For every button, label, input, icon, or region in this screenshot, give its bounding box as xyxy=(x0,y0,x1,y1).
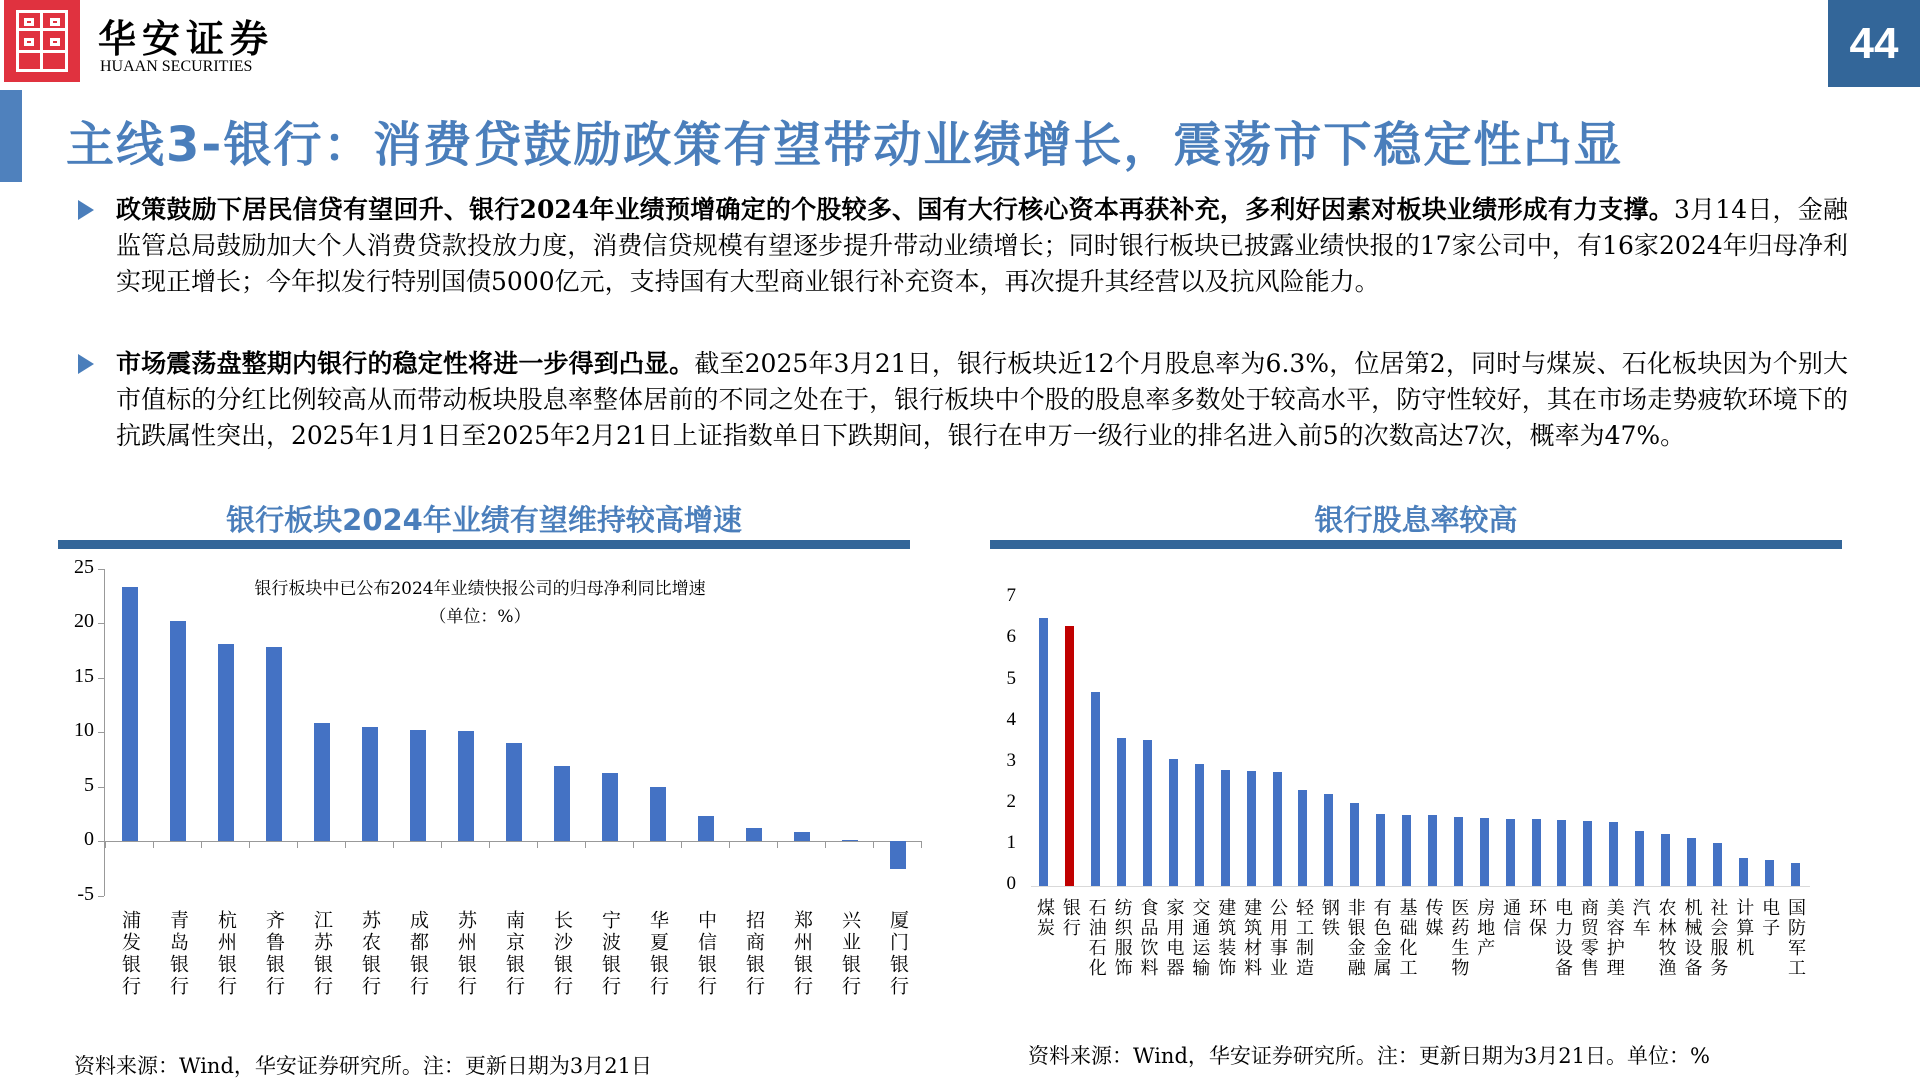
x-category-label: 煤炭 xyxy=(1033,898,1055,938)
bar-5 xyxy=(1143,740,1152,886)
right-chart-section-title: 银行股息率较高 xyxy=(1314,503,1518,537)
x-category-label: 食品饮料 xyxy=(1137,898,1159,978)
x-category-label: 宁波银行 xyxy=(599,910,621,998)
x-category-label: 家用电器 xyxy=(1163,898,1185,978)
y-tick-label: 5 xyxy=(84,773,94,796)
y-tick-label: 0 xyxy=(1006,873,1016,894)
y-tick-label: 4 xyxy=(1006,708,1016,730)
y-tick-label: 7 xyxy=(1006,585,1016,607)
bar-21 xyxy=(1557,820,1566,886)
x-category-label: 社会服务 xyxy=(1707,898,1729,978)
right-chart-source: 资料来源：Wind，华安证券研究所。注：更新日期为3月21日。单位：% xyxy=(1028,1044,1710,1068)
y-tick-label: 3 xyxy=(1006,749,1016,771)
bar-14 xyxy=(1376,814,1385,886)
x-category-label: 有色金属 xyxy=(1370,898,1392,978)
x-category-label: 苏农银行 xyxy=(359,910,381,998)
left-chart-source: 资料来源：Wind，华安证券研究所。注：更新日期为3月21日 xyxy=(74,1054,652,1078)
bar-4 xyxy=(1117,738,1126,886)
bar-7 xyxy=(1195,764,1204,886)
left-chart-inner-title: 银行板块中已公布2024年业绩快报公司的归母净利同比增速 xyxy=(254,579,706,599)
x-category-label: 计算机 xyxy=(1733,898,1755,958)
x-category-label: 商贸零售 xyxy=(1577,898,1599,978)
x-category-label: 长沙银行 xyxy=(551,910,573,998)
bar-11 xyxy=(1298,790,1307,886)
bullet-2-bold: 市场震荡盘整期内银行的稳定性将进一步得到凸显。 xyxy=(116,349,695,378)
y-tick-label: 25 xyxy=(74,555,94,578)
x-category-label: 建筑装饰 xyxy=(1215,898,1237,978)
bar-18 xyxy=(1480,818,1489,886)
y-tick-label: 20 xyxy=(74,610,94,632)
bar-24 xyxy=(1635,831,1644,886)
bar-30 xyxy=(1791,863,1800,886)
bar-19 xyxy=(1506,819,1515,886)
x-category-label: 农林牧渔 xyxy=(1655,898,1677,978)
x-category-label: 杭州银行 xyxy=(215,910,237,998)
bar-3 xyxy=(1091,692,1100,886)
x-category-label: 机械设备 xyxy=(1681,898,1703,978)
x-category-label: 江苏银行 xyxy=(311,910,333,998)
bar-10 xyxy=(1273,772,1282,886)
x-category-label: 通信 xyxy=(1500,898,1522,938)
left-chart-section-title: 银行板块2024年业绩有望维持较高增速 xyxy=(226,503,742,537)
x-category-label: 青岛银行 xyxy=(167,910,189,998)
y-tick-label: -5 xyxy=(77,882,94,905)
bar-29 xyxy=(1765,860,1774,886)
bar-highlight-bank xyxy=(1065,626,1074,886)
bar-8 xyxy=(1221,770,1230,886)
bar-15 xyxy=(1402,815,1411,886)
bar-13 xyxy=(1350,803,1359,886)
bar-26 xyxy=(1687,838,1696,886)
logo-english-name: HUAAN SECURITIES xyxy=(100,58,253,75)
x-category-label: 郑州银行 xyxy=(791,910,813,998)
x-category-label: 兴业银行 xyxy=(839,910,861,998)
x-category-label: 石油石化 xyxy=(1085,898,1107,978)
left-chart-unit: （单位：%） xyxy=(429,607,531,627)
x-category-label: 环保 xyxy=(1526,898,1548,938)
x-category-label: 厦门银行 xyxy=(887,910,909,998)
y-tick-label: 15 xyxy=(74,664,94,687)
x-category-label: 银行 xyxy=(1059,898,1081,938)
x-category-label: 房地产 xyxy=(1474,898,1496,958)
bar-6 xyxy=(1169,759,1178,886)
right-chart-x-axis xyxy=(1031,886,1810,887)
x-category-label: 华夏银行 xyxy=(647,910,669,998)
bar-27 xyxy=(1713,843,1722,886)
y-tick-label: 6 xyxy=(1006,626,1016,648)
x-category-label: 交通运输 xyxy=(1189,898,1211,978)
bullet-2-text: 截至2025年3月21日，银行板块近12个月股息率为6.3%，位居第2，同时与煤炭、石化板块因为个别大市值标的分红比例较高从而带动板块股息率整体居前的不同之处在于，银行板块中个股的股息率多数处于较高水平，防守性较好，其在市场走势疲软环境下的抗跌属性突出，2025年1月1日至2025年2月21日上证指数单日下跌期间，银行在申万一级行业的排名进入前5的次数高达7次，概率为47%。 xyxy=(116,349,1848,450)
bar-12 xyxy=(1324,794,1333,886)
x-category-label: 招商银行 xyxy=(743,910,765,998)
y-tick-label: 10 xyxy=(74,719,94,741)
bar-28 xyxy=(1739,858,1748,886)
bar-25 xyxy=(1661,834,1670,886)
bar-23 xyxy=(1609,822,1618,886)
bullet-1-bold: 政策鼓励下居民信贷有望回升、银行2024年业绩预增确定的个股较多、国有大行核心资本再获补充，多利好因素对板块业绩形成有力支撑。 xyxy=(116,195,1674,224)
x-category-label: 齐鲁银行 xyxy=(263,910,285,998)
bar-1 xyxy=(1039,618,1048,886)
page-number: 44 xyxy=(1828,0,1920,87)
y-tick-label: 2 xyxy=(1006,790,1016,812)
x-category-label: 浦发银行 xyxy=(119,910,141,998)
x-category-label: 医药生物 xyxy=(1448,898,1470,978)
bar-22 xyxy=(1583,821,1592,886)
page-title: 主线3-银行：消费贷鼓励政策有望带动业绩增长，震荡市下稳定性凸显 xyxy=(66,117,1624,173)
bar-16 xyxy=(1428,815,1437,886)
x-category-label: 苏州银行 xyxy=(455,910,477,998)
x-category-label: 成都银行 xyxy=(407,910,429,998)
logo-chinese-name: 华安证券 xyxy=(98,16,275,61)
x-category-label: 公用事业 xyxy=(1267,898,1289,978)
x-category-label: 南京银行 xyxy=(503,910,525,998)
x-category-label: 国防军工 xyxy=(1785,898,1807,978)
x-category-label: 传媒 xyxy=(1422,898,1444,938)
x-category-label: 汽车 xyxy=(1629,898,1651,938)
x-category-label: 中信银行 xyxy=(695,910,717,998)
x-category-label: 建筑材料 xyxy=(1241,898,1263,978)
x-category-label: 非银金融 xyxy=(1344,898,1366,978)
x-category-label: 纺织服饰 xyxy=(1111,898,1133,978)
x-category-label: 轻工制造 xyxy=(1292,898,1314,978)
bar-9 xyxy=(1247,771,1256,886)
bar-20 xyxy=(1532,819,1541,886)
y-tick-label: 5 xyxy=(1006,667,1016,689)
x-category-label: 美容护理 xyxy=(1603,898,1625,978)
x-category-label: 基础化工 xyxy=(1396,898,1418,978)
bullet-1-text: 3月14日，金融监管总局鼓励加大个人消费贷款投放力度，消费信贷规模有望逐步提升带动业绩增长；同时银行板块已披露业绩快报的17家公司中，有16家2024年归母净利实现正增长；今年拟发行特别国债5000亿元，支持国有大型商业银行补充资本，再次提升其经营以及抗风险能力。 xyxy=(116,195,1848,296)
x-category-label: 电子 xyxy=(1759,898,1781,938)
bar-17 xyxy=(1454,817,1463,886)
x-category-label: 钢铁 xyxy=(1318,898,1340,938)
x-category-label: 电力设备 xyxy=(1551,898,1573,978)
y-tick-label: 1 xyxy=(1006,831,1016,853)
y-tick-label: 0 xyxy=(84,828,94,850)
